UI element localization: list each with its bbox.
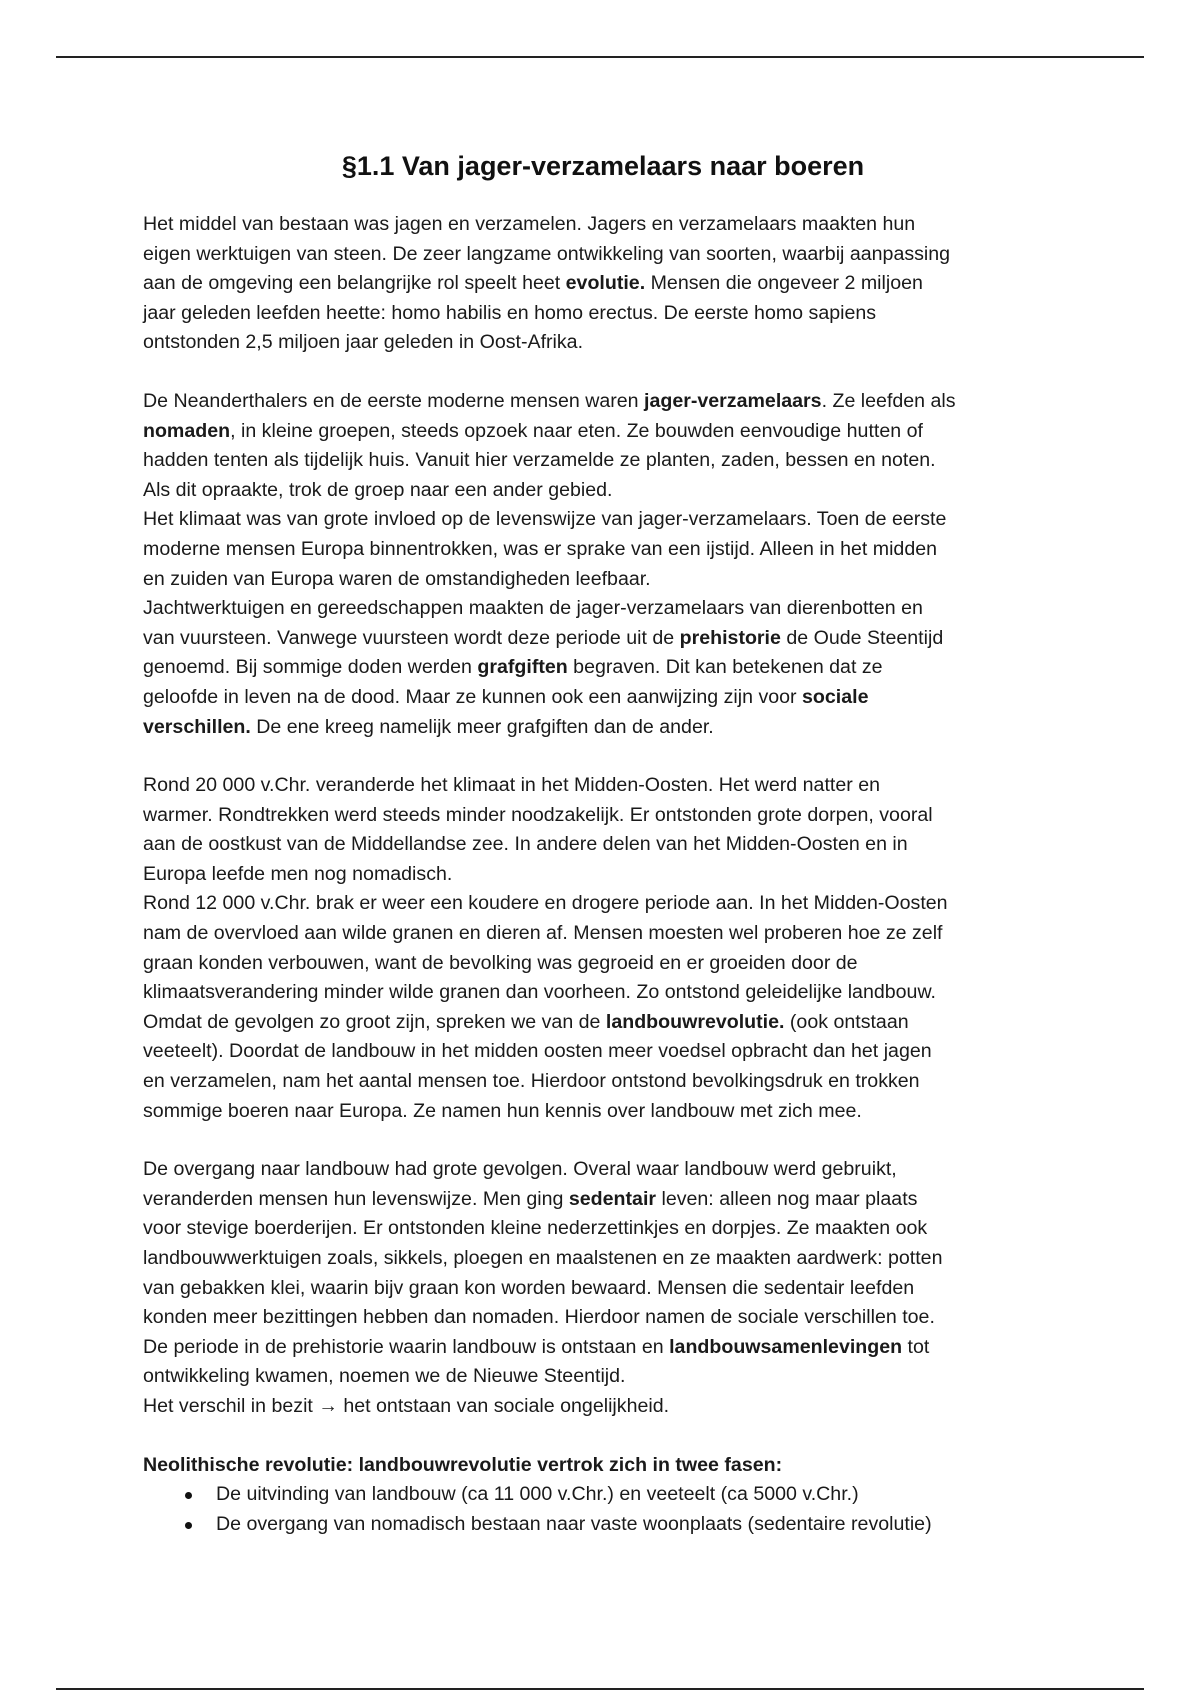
text-line: veeteelt). Doordat de landbouw in het midden oosten meer voedsel opbracht dan het jagen [143, 1040, 932, 1063]
text-line: voor stevige boerderijen. Er ontstonden kleine nederzettinkjes en dorpjes. Ze maakten ook [143, 1217, 928, 1240]
key-term: grafgiften [477, 656, 568, 679]
text-line: genoemd. Bij sommige doden werden grafgiften begraven. Dit kan betekenen dat ze [143, 656, 883, 679]
paragraph [143, 387, 1063, 742]
bullet-icon [185, 1492, 192, 1499]
text-line: nomaden, in kleine groepen, steeds opzoek naar eten. Ze bouwden eenvoudige hutten of [143, 419, 923, 442]
key-term: evolutie. [565, 272, 646, 295]
key-term: landbouwrevolutie. [605, 1010, 785, 1033]
key-term: nomaden [143, 419, 231, 442]
text-line: De overgang naar landbouw had grote gevolgen. Overal waar landbouw werd gebruikt, [143, 1158, 897, 1181]
text-line: en zuiden van Europa waren de omstandigheden leefbaar. [143, 567, 651, 590]
text-line: De Neanderthalers en de eerste moderne mensen waren jager-verzamelaars. Ze leefden als [143, 389, 956, 412]
text-line: van gebakken klei, waarin bijv graan kon worden bewaard. Mensen die sedentair leefden [143, 1276, 915, 1299]
text-line: jaar geleden leefden heette: homo habilis en homo erectus. De eerste homo sapiens [143, 301, 877, 324]
text-line: Het middel van bestaan was jagen en verzamelen. Jagers en verzamelaars maakten hun [143, 213, 916, 235]
text-line: eigen werktuigen van steen. De zeer langzame ontwikkeling van soorten, waarbij aanpassing [143, 242, 951, 265]
list-item-text: De overgang van nomadisch bestaan naar vaste woonplaats (sedentaire revolutie) [216, 1512, 932, 1535]
text-line: verschillen. De ene kreeg namelijk meer grafgiften dan de ander. [143, 715, 714, 738]
text-line: aan de oostkust van de Middellandse zee. In andere delen van het Midden-Oosten en in [143, 833, 908, 856]
list-item-text: De uitvinding van landbouw (ca 11 000 v.Chr.) en veeteelt (ca 5000 v.Chr.) [216, 1483, 859, 1506]
text-line: sommige boeren naar Europa. Ze namen hun kennis over landbouw met zich mee. [143, 1099, 862, 1122]
text-line: klimaatsverandering minder wilde granen dan voorheen. Zo ontstond geleidelijke landbouw. [143, 981, 936, 1004]
bottom-rule [56, 1688, 1144, 1690]
text-line: Het verschil in bezit → het ontstaan van sociale ongelijkheid. [143, 1394, 670, 1417]
bullet-list [143, 1480, 1063, 1539]
text-line: geloofde in leven na de dood. Maar ze kunnen ook een aanwijzing zijn voor sociale [143, 685, 869, 708]
top-rule [56, 56, 1144, 58]
text-line: hadden tenten als tijdelijk huis. Vanuit hier verzamelde ze planten, zaden, bessen en noten. [143, 449, 936, 472]
list-item [143, 1510, 1063, 1540]
text-line: Omdat de gevolgen zo groot zijn, spreken we van de landbouwrevolutie. (ook ontstaan [143, 1010, 909, 1033]
text-line: Het klimaat was van grote invloed op de levenswijze van jager-verzamelaars. Toen de eerste [143, 508, 947, 531]
key-term: landbouwsamenlevingen [669, 1335, 903, 1358]
paragraph [143, 1155, 1063, 1421]
text-line: Rond 12 000 v.Chr. brak er weer een koudere en drogere periode aan. In het Midden-Oosten [143, 892, 948, 915]
body-text [143, 210, 1063, 1422]
key-term: verschillen. [143, 715, 251, 738]
key-term: sociale [802, 685, 869, 708]
key-term: sedentair [568, 1187, 657, 1210]
page-title: §1.1 Van jager-verzamelaars naar boeren [341, 151, 865, 181]
text-line: konden meer bezittingen hebben dan nomaden. Hierdoor namen de sociale verschillen toe. [143, 1306, 935, 1329]
paragraph [143, 210, 1063, 358]
text-line: ontstonden 2,5 miljoen jaar geleden in Oost-Afrika. [143, 331, 584, 354]
text-line: aan de omgeving een belangrijke rol speelt heet evolutie. Mensen die ongeveer 2 miljoen [143, 272, 923, 295]
text-line: landbouwwerktuigen zoals, sikkels, ploegen en maalstenen en ze maakten aardwerk: potten [143, 1247, 943, 1269]
text-line: warmer. Rondtrekken werd steeds minder noodzakelijk. Er ontstonden grote dorpen, vooral [143, 803, 933, 826]
text-line: en verzamelen, nam het aantal mensen toe. Hierdoor ontstond bevolkingsdruk en trokken [143, 1070, 920, 1093]
list-item [143, 1480, 1063, 1510]
text-line: De periode in de prehistorie waarin landbouw is ontstaan en landbouwsamenlevingen tot [143, 1335, 930, 1358]
text-line: ontwikkeling kwamen, noemen we de Nieuwe Steentijd. [143, 1365, 626, 1388]
bullet-icon [185, 1522, 192, 1529]
text-line: veranderden mensen hun levenswijze. Men ging sedentair leven: alleen nog maar plaats [143, 1187, 918, 1210]
text-line: graan konden verbouwen, want de bevolking was gegroeid en er groeiden door de [143, 951, 858, 974]
text-line: Europa leefde men nog nomadisch. [143, 862, 453, 885]
text-line: Rond 20 000 v.Chr. veranderde het klimaat in het Midden-Oosten. Het werd natter en [143, 774, 880, 797]
key-term: prehistorie [679, 626, 781, 649]
section-heading: Neolithische revolutie: landbouwrevolutie vertrok zich in twee fasen: [143, 1453, 783, 1476]
document-page [143, 148, 1063, 1539]
paragraph [143, 771, 1063, 1126]
text-line: nam de overvloed aan wilde granen en dieren af. Mensen moesten wel proberen hoe ze zelf [143, 922, 943, 945]
text-line: moderne mensen Europa binnentrokken, was er sprake van een ijstijd. Alleen in het midden [143, 537, 938, 560]
text-line: van vuursteen. Vanwege vuursteen wordt deze periode uit de prehistorie de Oude Steentijd [143, 626, 944, 649]
key-term: jager-verzamelaars [644, 389, 822, 412]
text-line: Jachtwerktuigen en gereedschappen maakten de jager-verzamelaars van dierenbotten en [143, 597, 923, 620]
text-line: Als dit opraakte, trok de groep naar een ander gebied. [143, 478, 613, 501]
